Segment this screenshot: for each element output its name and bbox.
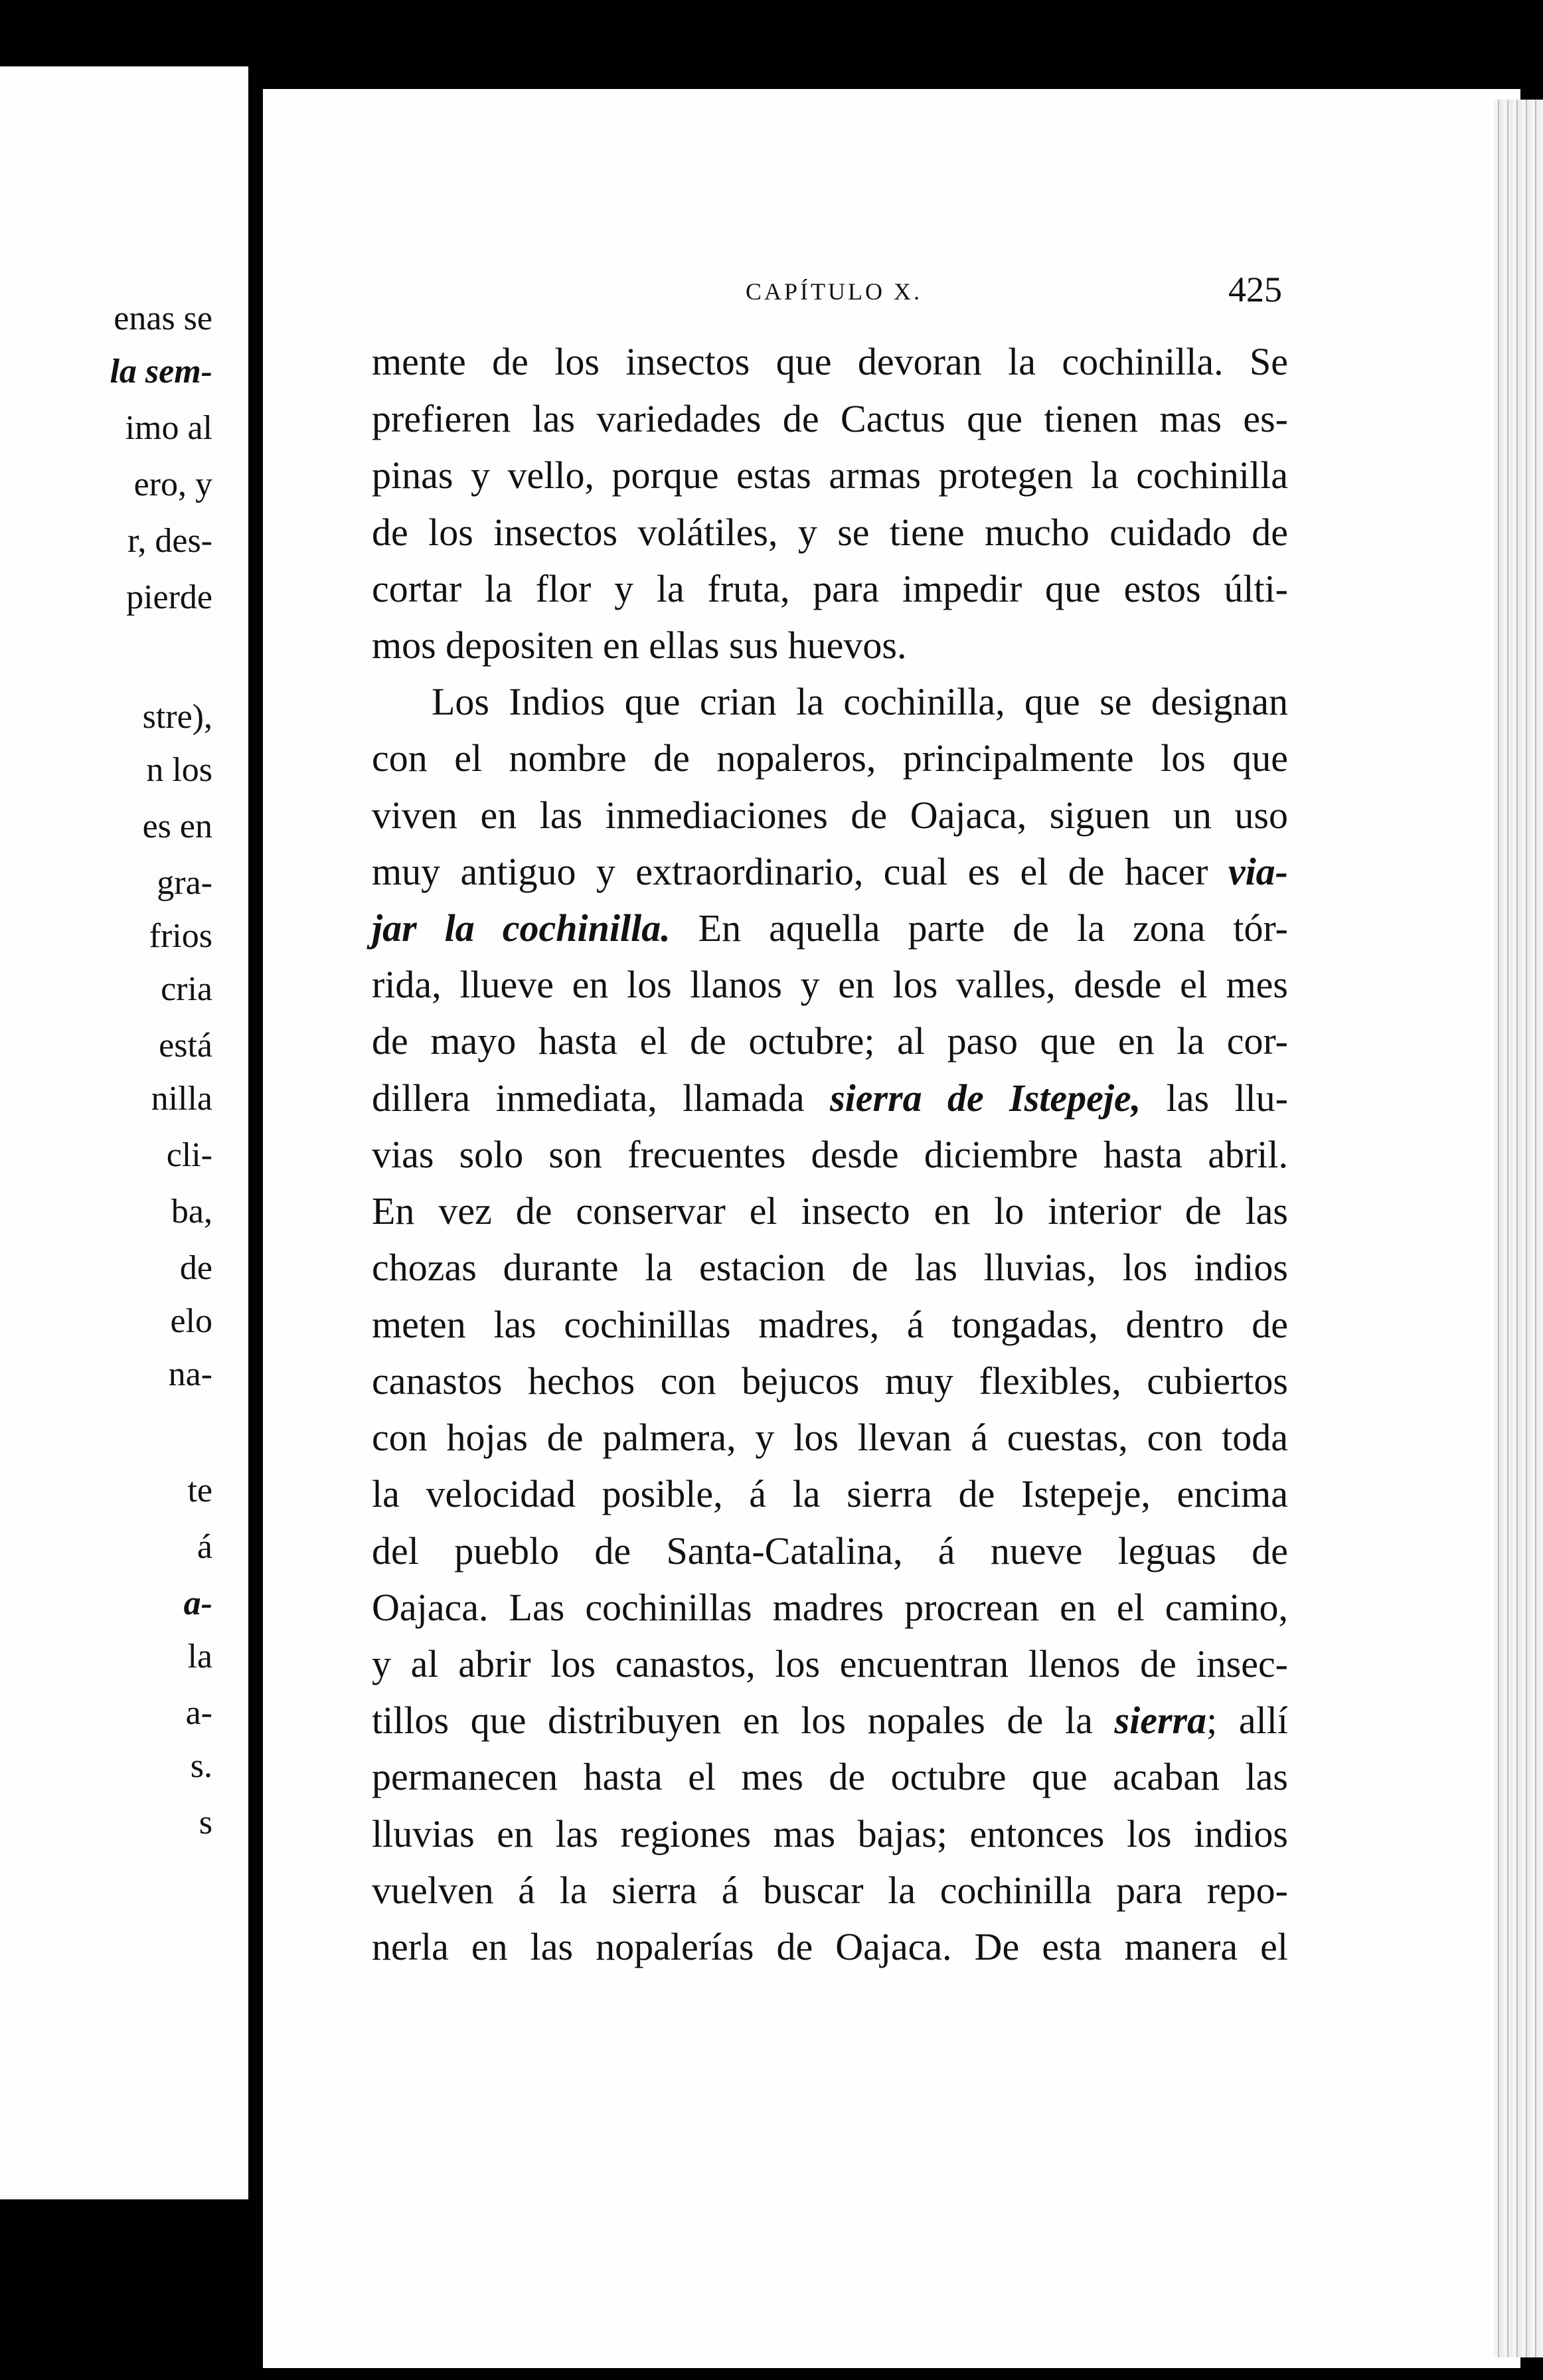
text-line [372,1297,1288,1353]
text-line [372,1183,1288,1239]
text-segment: pinas y vello, porque estas armas protegen la cochinilla [372,454,1288,497]
text-segment: Los Indios que crian la cochinilla, que se designan [432,680,1288,723]
text-line [372,1523,1288,1579]
left-page-line: frios [149,917,212,955]
text-line [372,334,1288,390]
left-page-line: está [159,1027,212,1064]
emphasized-phrase: sierra de Istepeje, [830,1076,1141,1120]
left-page-line: enas se [114,299,212,337]
left-page-line: n los [146,751,212,789]
left-page-line: nilla [151,1080,212,1118]
text-segment: de mayo hasta el de octubre; al paso que en la cor- [372,1019,1288,1062]
emphasized-phrase: sierra [1114,1699,1207,1742]
text-line [372,1070,1288,1126]
text-line [372,1580,1288,1636]
text-segment: rida, llueve en los llanos y en los valles, desde el mes [372,963,1288,1006]
emphasized-phrase: via- [1228,850,1288,893]
text-line [372,505,1288,560]
left-page-line: pierde [126,578,212,616]
left-page-line: na- [168,1355,212,1393]
text-segment: con hojas de palmera, y los llevan á cuestas, con toda [372,1416,1288,1459]
text-line [372,1410,1288,1466]
text-line [372,957,1288,1013]
left-page-fragment [0,66,248,2199]
left-page-line: elo [170,1302,212,1340]
left-page-line: ero, y [133,466,212,503]
text-segment: En vez de conservar el insecto en lo interior de las [372,1189,1288,1232]
left-page-line: stre), [142,698,212,736]
text-segment: cortar la flor y la fruta, para impedir que estos últi- [372,567,1288,610]
text-segment: nerla en las nopalerías de Oajaca. De esta manera el [372,1925,1288,1968]
text-segment: lluvias en las regiones mas bajas; entonces los indios [372,1812,1288,1855]
left-page-line: te [187,1472,212,1509]
left-page-line: a- [185,1694,212,1732]
text-segment: ; allí [1206,1699,1288,1742]
left-page-line: gra- [157,864,212,902]
text-segment: las llu- [1141,1076,1288,1120]
text-line [432,674,1288,730]
text-line [372,1693,1288,1748]
page-edge-stack [1494,100,1543,2357]
text-line [372,1919,1288,1975]
text-segment: meten las cochinillas madres, á tongadas, dentro de [372,1303,1288,1346]
left-page-line: de [179,1249,212,1287]
left-page-line: á [197,1528,212,1566]
text-line [372,448,1288,503]
text-line [372,1806,1288,1862]
text-line [372,1013,1288,1069]
text-segment: vuelven á la sierra á buscar la cochinilla para repo- [372,1869,1288,1912]
text-segment: viven en las inmediaciones de Oajaca, siguen un uso [372,794,1288,837]
text-line [372,1466,1288,1522]
text-line [372,900,1288,956]
left-page-line: s. [190,1747,212,1785]
text-line [372,844,1288,900]
text-segment: canastos hechos con bejucos muy flexibles, cubiertos [372,1359,1288,1402]
text-segment: permanecen hasta el mes de octubre que acaban las [372,1755,1288,1798]
text-segment: tillos que distribuyen en los nopales de la [372,1699,1115,1742]
text-line [372,730,1288,786]
text-segment: mente de los insectos que devoran la cochinilla. Se [372,340,1288,383]
text-line [372,788,1288,843]
text-segment: muy antiguo y extraordinario, cual es el de hacer [372,850,1228,893]
text-segment: vias solo son frecuentes desde diciembre hasta abril. [372,1133,1288,1176]
text-line [372,1636,1288,1692]
left-page-line: ba, [171,1193,212,1231]
left-page-line: es en [142,808,212,845]
running-head: CAPÍTULO X. [746,278,922,305]
text-line [372,1863,1288,1918]
text-segment: dillera inmediata, llamada [372,1076,831,1120]
left-page-line: cria [161,970,212,1008]
text-segment: mos depositen en ellas sus huevos. [372,624,907,667]
text-segment: con el nombre de nopaleros, principalmente los que [372,736,1288,780]
left-page-line: a- [183,1584,212,1622]
text-line [372,618,1288,673]
left-page-line: la sem- [110,353,212,390]
text-line [372,1240,1288,1296]
left-page-line: r, des- [127,522,212,560]
text-segment: En aquella parte de la zona tór- [670,906,1288,950]
text-segment: Oajaca. Las cochinillas madres procrean en el camino, [372,1586,1288,1629]
text-line [372,391,1288,447]
text-line [372,561,1288,617]
left-page-line: imo al [125,409,212,447]
text-segment: prefieren las variedades de Cactus que tienen mas es- [372,397,1288,440]
emphasized-phrase: jar la cochinilla. [372,906,671,950]
page-number: 425 [1228,270,1282,309]
text-segment: del pueblo de Santa-Catalina, á nueve leguas de [372,1529,1288,1572]
text-line [372,1127,1288,1183]
text-segment: la velocidad posible, á la sierra de Istepeje, encima [372,1472,1288,1515]
text-segment: de los insectos volátiles, y se tiene mucho cuidado de [372,511,1288,554]
text-segment: chozas durante la estacion de las lluvias, los indios [372,1246,1288,1289]
left-page-line: la [187,1638,212,1675]
text-line [372,1353,1288,1409]
left-page-line: s [199,1804,212,1841]
text-segment: y al abrir los canastos, los encuentran llenos de insec- [372,1642,1288,1685]
text-line [372,1749,1288,1805]
left-page-line: cli- [166,1136,212,1174]
